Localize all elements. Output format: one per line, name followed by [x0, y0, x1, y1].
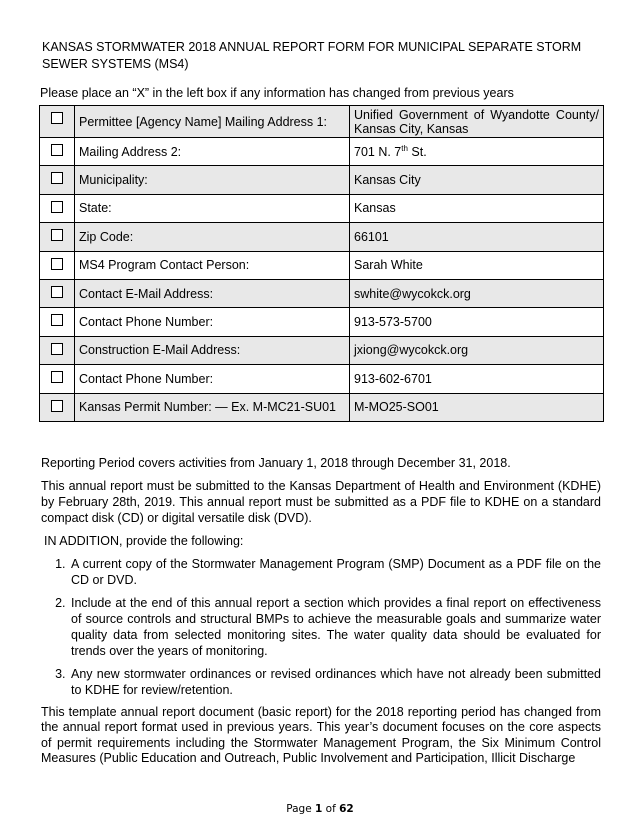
field-value: Kansas — [350, 194, 604, 222]
template-note-text: This template annual report document (basic report) for the 2018 reporting period has changed from the annual report format used in previous years. This year’s document focuses on the core aspects of permit requirements including the Stormwater Management Program, the Six Minimum Control Measures (Public Education and Outreach, Public Involvement and Participation, Illicit Discharge — [41, 705, 601, 766]
field-value: 913-602-6701 — [350, 365, 604, 393]
table-row — [40, 166, 604, 194]
field-value: Unified Government of Wyandotte County/ Kansas City, Kansas — [350, 106, 604, 138]
page-word: Page — [286, 803, 312, 815]
report-body — [41, 455, 601, 767]
table-row — [40, 365, 604, 393]
field-label: Kansas Permit Number: — Ex. M-MC21-SU01 — [75, 393, 350, 421]
list-item: 2. Include at the end of this annual report a section which provides a final report on effectiveness of source controls and structural BMPs to achieve the measurable goals and summarize water quality data from selected monitoring sites. The water quality data should be evaluated for trends over the years of monitoring. — [69, 595, 601, 659]
page-total: 62 — [339, 803, 354, 815]
field-label: Contact E-Mail Address: — [75, 279, 350, 307]
field-value: 701 N. 7th St. — [350, 138, 604, 166]
page-number: 1 — [315, 803, 323, 815]
field-label: MS4 Program Contact Person: — [75, 251, 350, 279]
table-row — [40, 393, 604, 421]
field-value: swhite@wycokck.org — [350, 279, 604, 307]
submission-text: This annual report must be submitted to the Kansas Department of Health and Environment (KDHE) by February 28th, 2019. This annual report must be submitted as a PDF file to KDHE on a standard compact disk (CD) or digital versatile disk (DVD). — [41, 479, 601, 525]
field-value: 913-573-5700 — [350, 308, 604, 336]
change-checkbox[interactable] — [51, 343, 63, 355]
field-value: Kansas City — [350, 166, 604, 194]
field-label: Permittee [Agency Name] Mailing Address 1: — [75, 106, 350, 138]
table-row — [40, 194, 604, 222]
field-label: Contact Phone Number: — [75, 308, 350, 336]
field-value: M-MO25-SO01 — [350, 393, 604, 421]
in-addition-heading: IN ADDITION, provide the following: — [44, 534, 244, 548]
table-row — [40, 138, 604, 166]
field-label: Municipality: — [75, 166, 350, 194]
table-row — [40, 279, 604, 307]
page-footer — [0, 803, 640, 815]
field-label: Mailing Address 2: — [75, 138, 350, 166]
change-checkbox[interactable] — [51, 112, 63, 124]
table-row — [40, 106, 604, 138]
contact-info-table — [39, 105, 604, 422]
change-checkbox[interactable] — [51, 201, 63, 213]
change-checkbox[interactable] — [51, 286, 63, 298]
field-label: State: — [75, 194, 350, 222]
change-checkbox[interactable] — [51, 400, 63, 412]
reporting-period-text: Reporting Period covers activities from January 1, 2018 through December 31, 2018. — [41, 456, 511, 470]
requirements-list — [41, 556, 601, 698]
change-checkbox[interactable] — [51, 172, 63, 184]
table-row — [40, 223, 604, 251]
field-value: Sarah White — [350, 251, 604, 279]
table-row — [40, 336, 604, 364]
change-checkbox[interactable] — [51, 371, 63, 383]
of-word: of — [325, 803, 336, 815]
change-checkbox[interactable] — [51, 229, 63, 241]
page-title: KANSAS STORMWATER 2018 ANNUAL REPORT FORM FOR MUNICIPAL SEPARATE STORM SEWER SYSTEMS (MS4) — [42, 40, 582, 71]
change-checkbox[interactable] — [51, 314, 63, 326]
field-label: Contact Phone Number: — [75, 365, 350, 393]
field-value: 66101 — [350, 223, 604, 251]
list-item: 3. Any new stormwater ordinances or revised ordinances which have not already been submitted to KDHE for review/retention. — [69, 666, 601, 698]
table-row — [40, 251, 604, 279]
field-label: Construction E-Mail Address: — [75, 336, 350, 364]
change-checkbox[interactable] — [51, 258, 63, 270]
field-value: jxiong@wycokck.org — [350, 336, 604, 364]
field-label: Zip Code: — [75, 223, 350, 251]
list-item: 1. A current copy of the Stormwater Management Program (SMP) Document as a PDF file on the CD or DVD. — [69, 556, 601, 588]
change-checkbox[interactable] — [51, 144, 63, 156]
table-row — [40, 308, 604, 336]
instruction-text: Please place an “X” in the left box if any information has changed from previous years — [40, 86, 514, 100]
